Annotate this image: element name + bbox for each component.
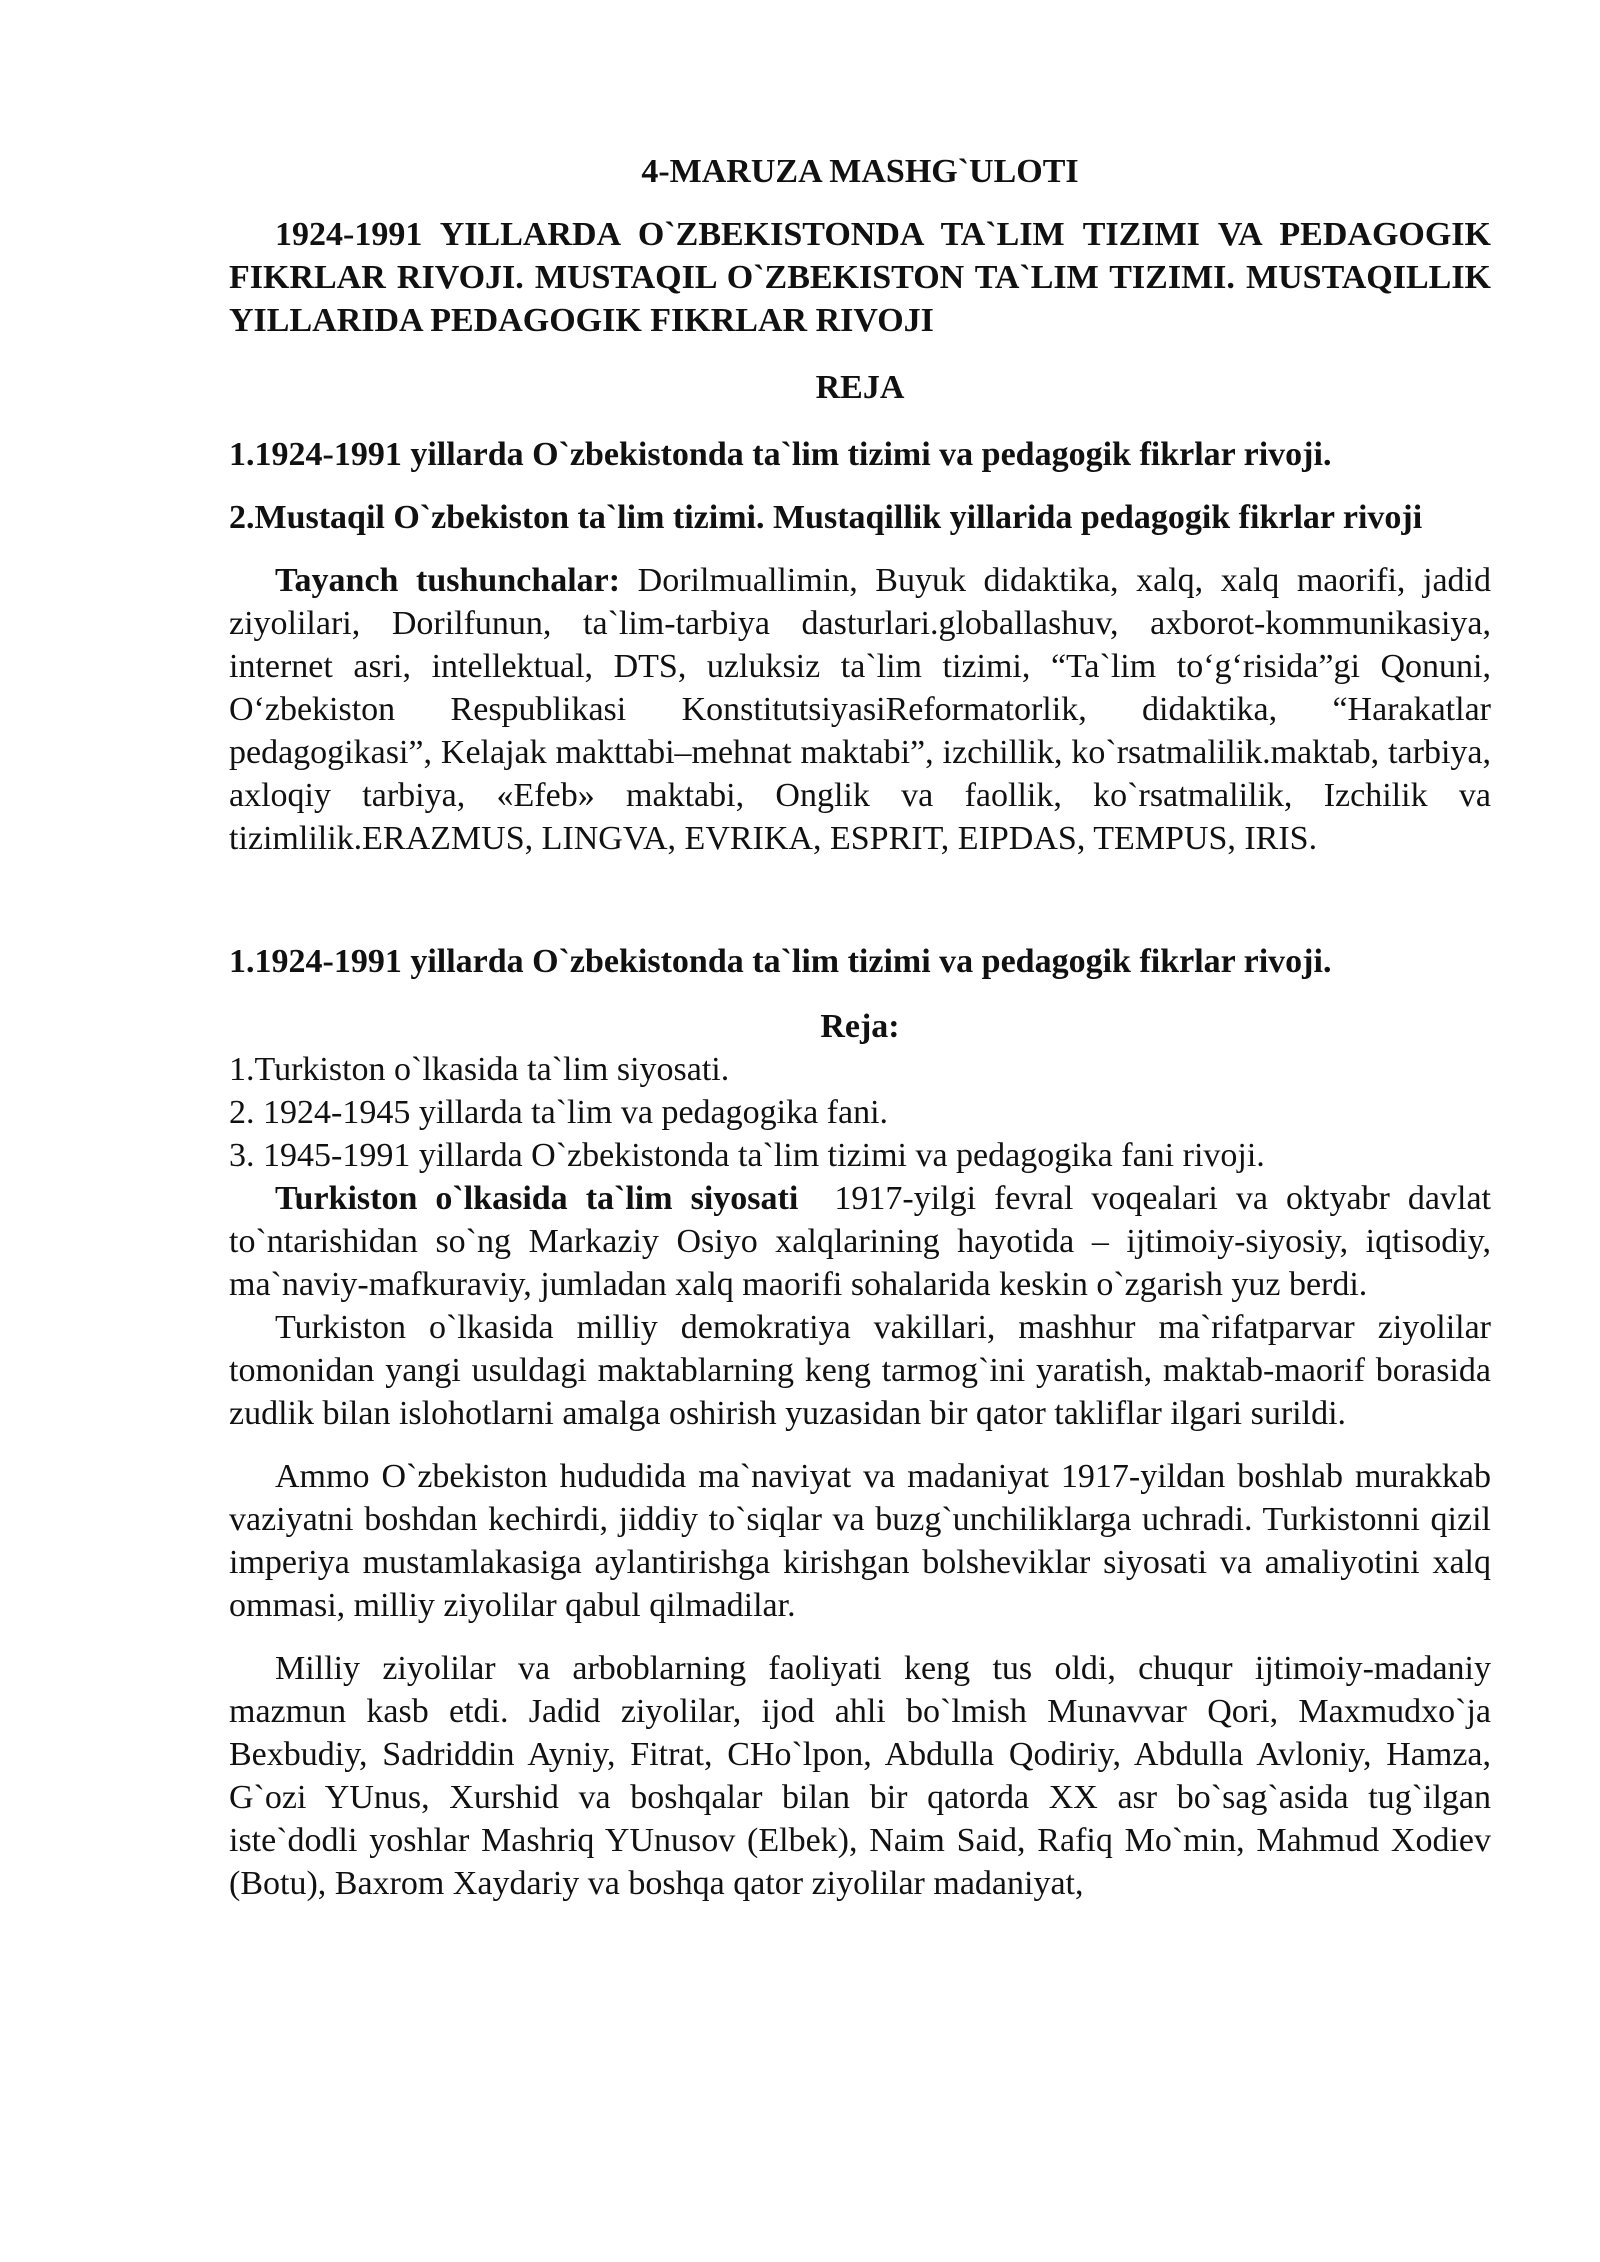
paragraph-1-lead: Turkiston o`lkasida ta`lim siyosati xyxy=(275,1180,799,1217)
sub-reja-title: Reja: xyxy=(820,1008,900,1045)
lecture-heading: 1924-1991 YILLARDA O`ZBEKISTONDA TA`LIM TIZIMI VA PEDAGOGIK FIKRLAR RIVOJI. MUSTAQIL O`ZBEKISTON TA`LIM TIZIMI. MUSTAQILLIK YILLARIDA PEDAGOGIK FIKRLAR RIVOJI xyxy=(229,216,1491,339)
document-page xyxy=(229,150,1500,1905)
paragraph-4: Milliy ziyolilar va arboblarning faoliyati keng tus oldi, chuqur ijtimoiy-madaniy mazmun kasb etdi. Jadid ziyolilar, ijod ahli bo`lmish Munavvar Qori, Maxmudxo`ja Bexbudiy, Sadriddin Ayniy, Fitrat, CHo`lpon, Abdulla Qodiriy, Abdulla Avloniy, Hamza, G`ozi YUnus, Xurshid va boshqalar bilan bir qatorda XX asr bo`sag`asida tug`ilgan iste`dodli yoshlar Mashriq YUnusov (Elbek), Naim Said, Rafiq Mo`min, Mahmud Xodiev (Botu), Baxrom Xaydariy va boshqa qator ziyolilar madaniyat, xyxy=(229,1650,1491,1902)
plan-item-1: 1.1924-1991 yillarda O`zbekistonda ta`lim tizimi va pedagogik fikrlar rivoji. xyxy=(229,436,1332,473)
reja-title: REJA xyxy=(815,369,905,406)
paragraph-3: Ammo O`zbekiston hududida ma`naviyat va madaniyat 1917-yildan boshlab murakkab vaziyatni boshdan kechirdi, jiddiy to`siqlar va buzg`unchiliklarga uchradi. Turkistonni qizil imperiya mustamlakasiga aylantirishga kirishgan bolsheviklar siyosati va amaliyotini xalq ommasi, milliy ziyolilar qabul qilmadilar. xyxy=(229,1458,1491,1624)
lecture-title: 4-MARUZA MASHG`ULOTI xyxy=(641,153,1079,190)
keywords-paragraph xyxy=(229,559,1491,860)
section-heading: 1.1924-1991 yillarda O`zbekistonda ta`lim tizimi va pedagogik fikrlar rivoji. xyxy=(229,943,1332,980)
sub-plan-item-2: 2. 1924-1945 yillarda ta`lim va pedagogika fani. xyxy=(229,1094,889,1131)
paragraph-1-text: 1917-yilgi fevral voqealari va oktyabr davlat to`ntarishidan so`ng Markaziy Osiyo xalqlarining hayotida – ijtimoiy-siyosiy, iqtisodiy, ma`naviy-mafkuraviy, jumladan xalq maorifi sohalarida keskin o`zgarish yuz berdi. xyxy=(229,1180,1500,1303)
sub-plan-item-1: 1.Turkiston o`lkasida ta`lim siyosati. xyxy=(229,1051,730,1088)
sub-plan-item-3: 3. 1945-1991 yillarda O`zbekistonda ta`lim tizimi va pedagogika fani rivoji. xyxy=(229,1137,1265,1174)
plan-item-2: 2.Mustaqil O`zbekiston ta`lim tizimi. Mustaqillik yillarida pedagogik fikrlar rivoji xyxy=(229,499,1423,536)
paragraph-2: Turkiston o`lkasida milliy demokratiya vakillari, mashhur ma`rifatparvar ziyolilar tomonidan yangi usuldagi maktablarning keng tarmog`ini yaratish, maktab-maorif borasida zudlik bilan islohotlarni amalga oshirish yuzasidan bir qator takliflar ilgari surildi. xyxy=(229,1309,1491,1432)
paragraph-1 xyxy=(229,1177,1500,1306)
keywords-text: Dorilmuallimin, Buyuk didaktika, xalq, xalq maorifi, jadid ziyolilari, Dorilfunun, ta`lim-tarbiya dasturlari.globallashuv, axborot-kommunikasiya, internet asri, intellektual, DTS, uzluksiz ta`lim tizimi, “Ta`lim to‘g‘risida”gi Qonuni, O‘zbekiston Respublikasi KonstitutsiyasiReformatorlik, didaktika, “Harakatlar pedagogikasi”, Kelajak makttabi–mehnat maktabi”, izchillik, ko`rsatmalilik.maktab, tarbiya, axloqiy tarbiya, «Efeb» maktabi, Onglik va faollik, ko`rsatmalilik, Izchilik va tizimlilik.ERAZMUS, LINGVA, EVRIKA, ESPRIT, EIPDAS, TEMPUS, IRIS. xyxy=(229,562,1491,857)
keywords-label: Tayanch tushunchalar: xyxy=(275,562,621,599)
